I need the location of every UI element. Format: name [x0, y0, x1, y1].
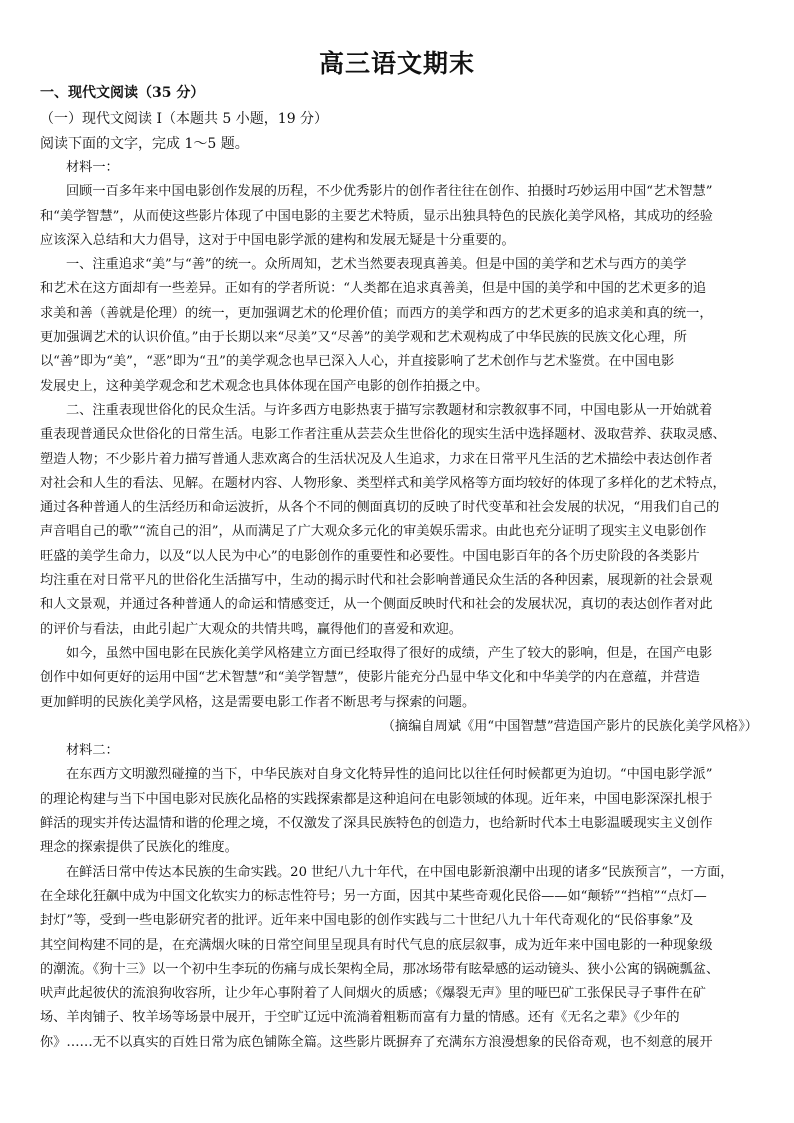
text-line: 场、羊肉铺子、牧羊场等场景中展开，于空旷辽远中流淌着粗粝而富有力量的情感。还有《无名之辈》《少年的: [40, 1010, 680, 1026]
subsection-heading: （一）现代文阅读 I（本题共 5 小题，19 分）: [40, 111, 329, 127]
text-line: 重表现普通民众世俗化的日常生活。电影工作者注重从芸芸众生世俗化的现实生活中选择题材、汲取营养、获取灵感、: [40, 427, 726, 443]
text-line: 和人文景观，并通过各种普通人的命运和情感变迁，从一个侧面反映时代和社会的发展状况，真切的表达创作者对此: [40, 597, 713, 613]
text-line: 应该深入总结和大力倡导，这对于中国电影学派的建构和发展无疑是十分重要的。: [40, 232, 515, 248]
text-line: 声音唱自己的歌”“流自己的泪”，从而满足了广大观众多元化的审美娱乐需求。由此也充分证明了现实主义电影创作: [40, 524, 707, 540]
material-label: 材料一：: [66, 160, 119, 175]
reading-instruction: 阅读下面的文字，完成 1～5 题。: [40, 136, 249, 152]
source-citation: （摘编自周斌《用“中国智慧”营造国产影片的民族化美学风格》）: [381, 718, 758, 734]
text-line: 求美和善（善就是伦理）的统一，更加强调艺术的伦理价值；而西方的美学和西方的艺术更多的追求美和真的统一，: [40, 305, 713, 321]
text-line: 塑造人物；不少影片着力描写普通人悲欢离合的生活状况及人生追求，力求在日常平凡生活的艺术描绘中表达创作者: [40, 451, 713, 467]
text-line: 鲜活的现实并传达温情和谐的伦理之境，不仅激发了深具民族特色的创造力，也给新时代本土电影温暖现实主义创作: [40, 816, 713, 832]
text-line: 更加强调艺术的认识价值。”由于长期以来“尽美”又“尽善”的美学观和艺术观构成了中华民族的民族文化心理，所: [40, 330, 687, 346]
text-line: 一、注重追求“美”与“善”的统一。众所周知，艺术当然要表现真善美。但是中国的美学和艺术与西方的美学: [66, 257, 687, 273]
text-line: 在鲜活日常中传达本民族的生命实践。20 世纪八九十年代，在中国电影新浪潮中出现的诸多“民族预言”，一方面，: [66, 864, 734, 880]
text-line: 的评价与看法，由此引起广大观众的共情共鸣，赢得他们的喜爱和欢迎。: [40, 621, 462, 637]
text-line: 其空间构建不同的是，在充满烟火味的日常空间里呈现具有时代气息的底层叙事，成为近年来中国电影的一种现象级: [40, 937, 713, 953]
text-line: 封灯”等，受到一些电影研究者的批评。近年来中国电影的创作实践与二十世纪八九十年代奇观化的“民俗事象”及: [40, 913, 694, 929]
text-line: 旺盛的美学生命力，以及“以人民为中心”的电影创作的重要性和必要性。中国电影百年的各个历史阶段的各类影片: [40, 548, 700, 564]
material-label: 材料二：: [66, 743, 119, 759]
text-line: 吠声此起彼伏的流浪狗收容所，让少年心事附着了人间烟火的质感；《爆裂无声》里的哑巴矿工张保民寻子事件在矿: [40, 986, 706, 1002]
text-line: 通过各种普通人的生活经历和命运波折，从各个不同的侧面真切的反映了时代变革和社会发展的状况，“用我们自己的: [40, 500, 720, 516]
page-title: 高三语文期末: [318, 49, 475, 78]
text-line: 二、注重表现世俗化的民众生活。与许多西方电影热衷于描写宗教题材和宗教叙事不同，中国电影从一开始就着: [66, 402, 713, 418]
text-line: 以“善”即为“美”，“恶”即为“丑”的美学观念也早已深入人心，并直接影响了艺术创作与艺术鉴赏。在中国电影: [40, 354, 675, 370]
text-line: 如今，虽然中国电影在民族化美学风格建立方面已经取得了很好的成绩，产生了较大的影响，但是，在国产电影: [66, 645, 713, 661]
text-line: 对社会和人生的看法、见解。在题材内容、人物形象、类型样式和美学风格等方面均较好的体现了多样化的艺术特点，: [40, 475, 726, 491]
text-line: 的潮流。《狗十三》以一个初中生李玩的伤痛与成长架构全局，那冰场带有眩晕感的运动镜头、狭小公寓的锅碗瓢盆、: [40, 961, 720, 977]
text-line: 和“美学智慧”，从而使这些影片体现了中国电影的主要艺术特质，显示出独具特色的民族化美学风格，其成功的经验: [40, 208, 713, 224]
text-line: 在东西方文明激烈碰撞的当下，中华民族对自身文化特异性的追问比以往任何时候都更为迫切。“中国电影学派”: [66, 767, 713, 783]
text-line: 在全球化狂飙中成为中国文化软实力的标志性符号；另一方面，因其中某些奇观化民俗——如“颠轿”“挡棺”“点灯—: [40, 888, 707, 904]
text-line: 你》……无不以真实的百姓日常为底色铺陈全篇。这些影片既摒弃了充满东方浪漫想象的民俗奇观，也不刻意的展开: [40, 1034, 713, 1050]
text-line: 理念的探索提供了民族化的维度。: [40, 840, 238, 856]
text-line: 创作中如何更好的运用中国“艺术智慧”和“美学智慧”，使影片能充分凸显中华文化和中华美学的内在意蕴，并营造: [40, 670, 700, 686]
text-line: 均注重在对日常平凡的世俗化生活描写中，生动的揭示时代和社会影响普通民众生活的各种因素，展现新的社会景观: [40, 573, 713, 589]
article-body: [40, 156, 760, 1055]
text-line: 和艺术在这方面却有一些差异。正如有的学者所说：“人类都在追求真善美，但是中国的美学和中国的艺术更多的追: [40, 281, 707, 297]
text-line: 发展史上，这种美学观念和艺术观念也具体体现在国产电影的创作拍摄之中。: [40, 378, 489, 394]
text-line: 回顾一百多年来中国电影创作发展的历程，不少优秀影片的创作者往往在创作、拍摄时巧妙运用中国“艺术智慧”: [66, 184, 713, 200]
text-line: 的理论构建与当下中国电影对民族化品格的实践探索都是这种追问在电影领域的体现。近年来，中国电影深深扎根于: [40, 791, 713, 807]
text-line: 更加鲜明的民族化美学风格，这是需要电影工作者不断思考与探索的问题。: [40, 694, 476, 710]
section-heading: 一、现代文阅读（35 分）: [40, 85, 205, 101]
